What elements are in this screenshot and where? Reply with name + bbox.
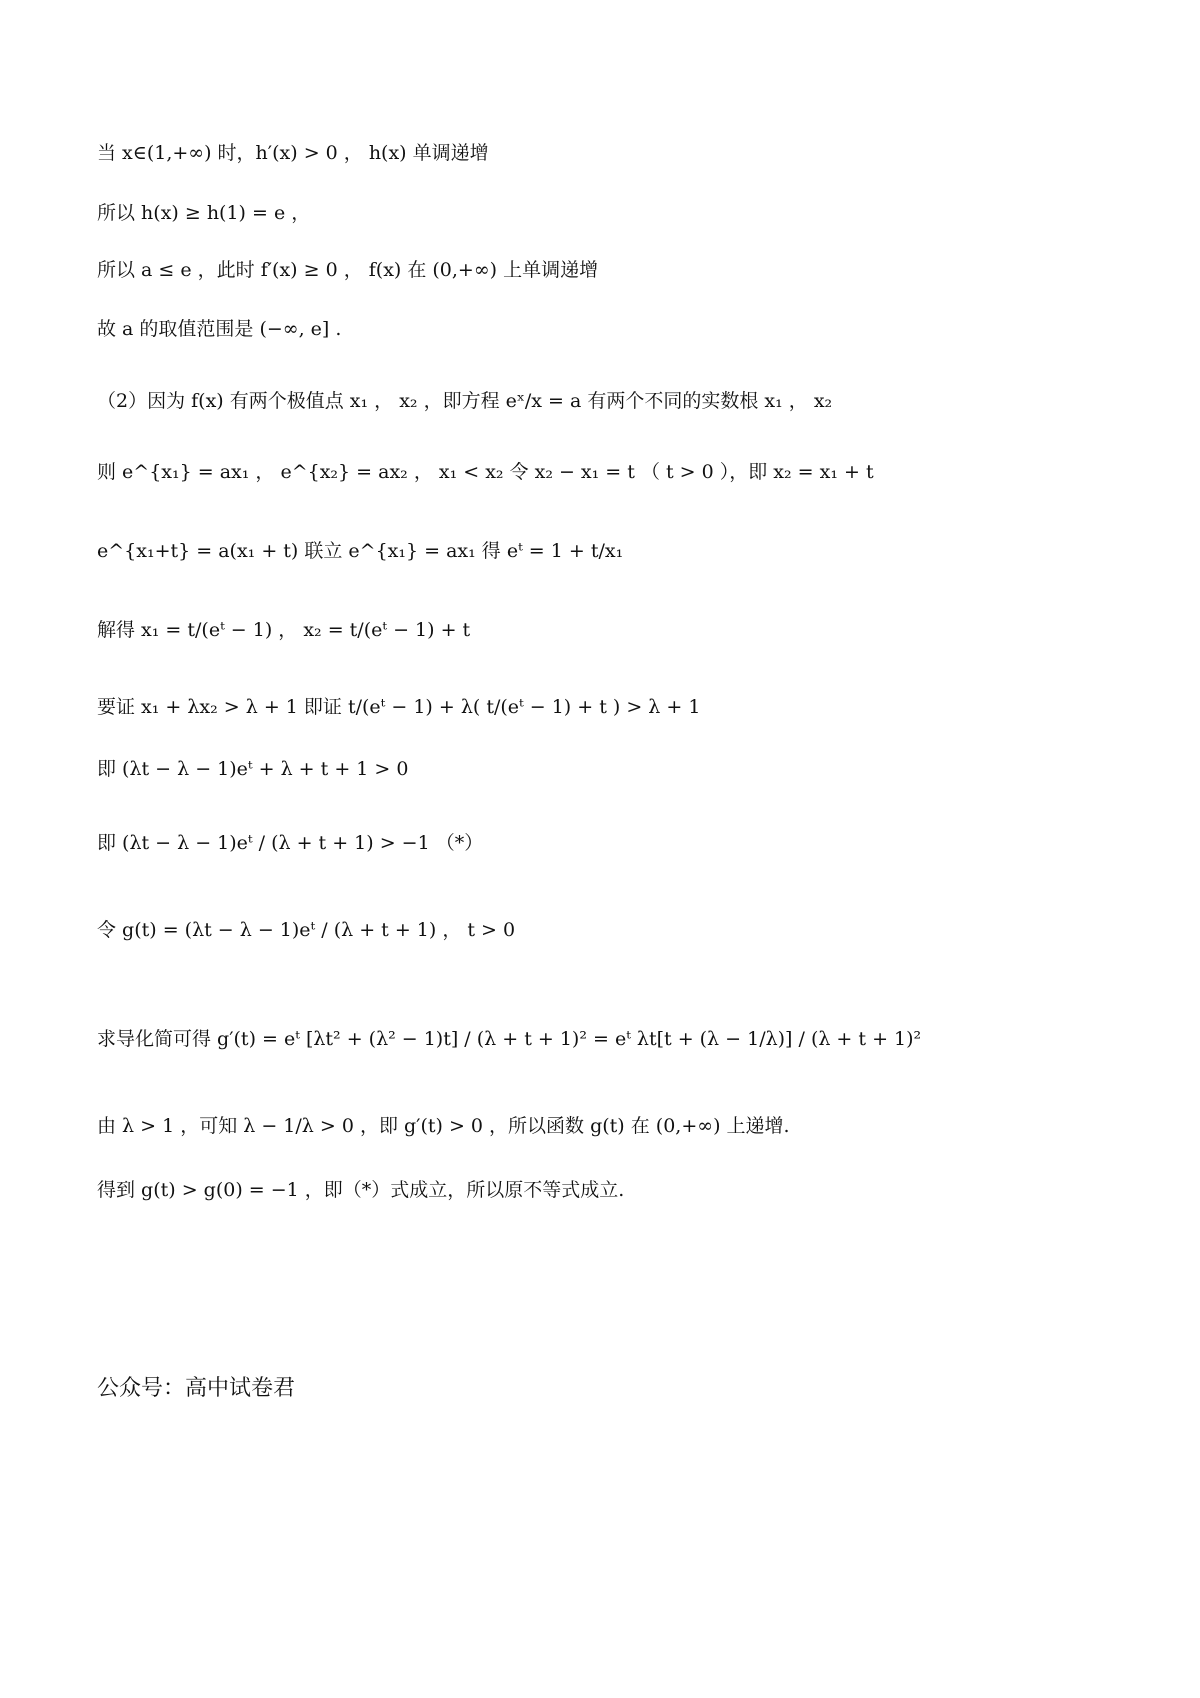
text-line-14: 由 λ > 1 ，可知 λ − 1/λ > 0 ，即 g′(t) > 0 ，所以函数 g(t) 在 (0,+∞) 上递增. — [97, 1115, 790, 1137]
text-line-2: 所以 h(x) ≥ h(1) = e ， — [97, 202, 311, 224]
text-line-15: 得到 g(t) > g(0) = −1 ，即（*）式成立，所以原不等式成立. — [97, 1179, 625, 1201]
footer-text: 公众号：高中试卷君 — [97, 1376, 296, 1401]
text-line-5: （2）因为 f(x) 有两个极值点 x₁ ， x₂ ，即方程 eˣ/x = a 有两个不同的实数根 x₁ ， x₂ — [97, 390, 833, 412]
text-line-1: 当 x∈(1,+∞) 时，h′(x) > 0 ， h(x) 单调递增 — [97, 142, 489, 164]
text-line-4: 故 a 的取值范围是 (−∞, e] . — [97, 318, 342, 340]
text-line-11: 即 (λt − λ − 1)eᵗ / (λ + t + 1) > −1 （*） — [97, 832, 484, 854]
text-line-12: 令 g(t) = (λt − λ − 1)eᵗ / (λ + t + 1) ， t > 0 — [97, 919, 516, 941]
text-line-13: 求导化简可得 g′(t) = eᵗ [λt² + (λ² − 1)t] / (λ + t + 1)² = eᵗ λt[t + (λ − 1/λ)] / (λ + t + 1)² — [97, 1028, 922, 1050]
text-line-10: 即 (λt − λ − 1)eᵗ + λ + t + 1 > 0 — [97, 758, 409, 780]
text-line-7: e^{x₁+t} = a(x₁ + t) 联立 e^{x₁} = ax₁ 得 eᵗ = 1 + t/x₁ — [97, 540, 624, 562]
text-line-3: 所以 a ≤ e ，此时 f′(x) ≥ 0 ， f(x) 在 (0,+∞) 上单调递增 — [97, 259, 599, 281]
text-line-6: 则 e^{x₁} = ax₁ ， e^{x₂} = ax₂ ， x₁ < x₂ 令 x₂ − x₁ = t （ t > 0 ），即 x₂ = x₁ + t — [97, 461, 874, 483]
text-line-8: 解得 x₁ = t/(eᵗ − 1) ， x₂ = t/(eᵗ − 1) + t — [97, 619, 471, 641]
text-line-9: 要证 x₁ + λx₂ > λ + 1 即证 t/(eᵗ − 1) + λ( t/(eᵗ − 1) + t ) > λ + 1 — [97, 696, 701, 718]
